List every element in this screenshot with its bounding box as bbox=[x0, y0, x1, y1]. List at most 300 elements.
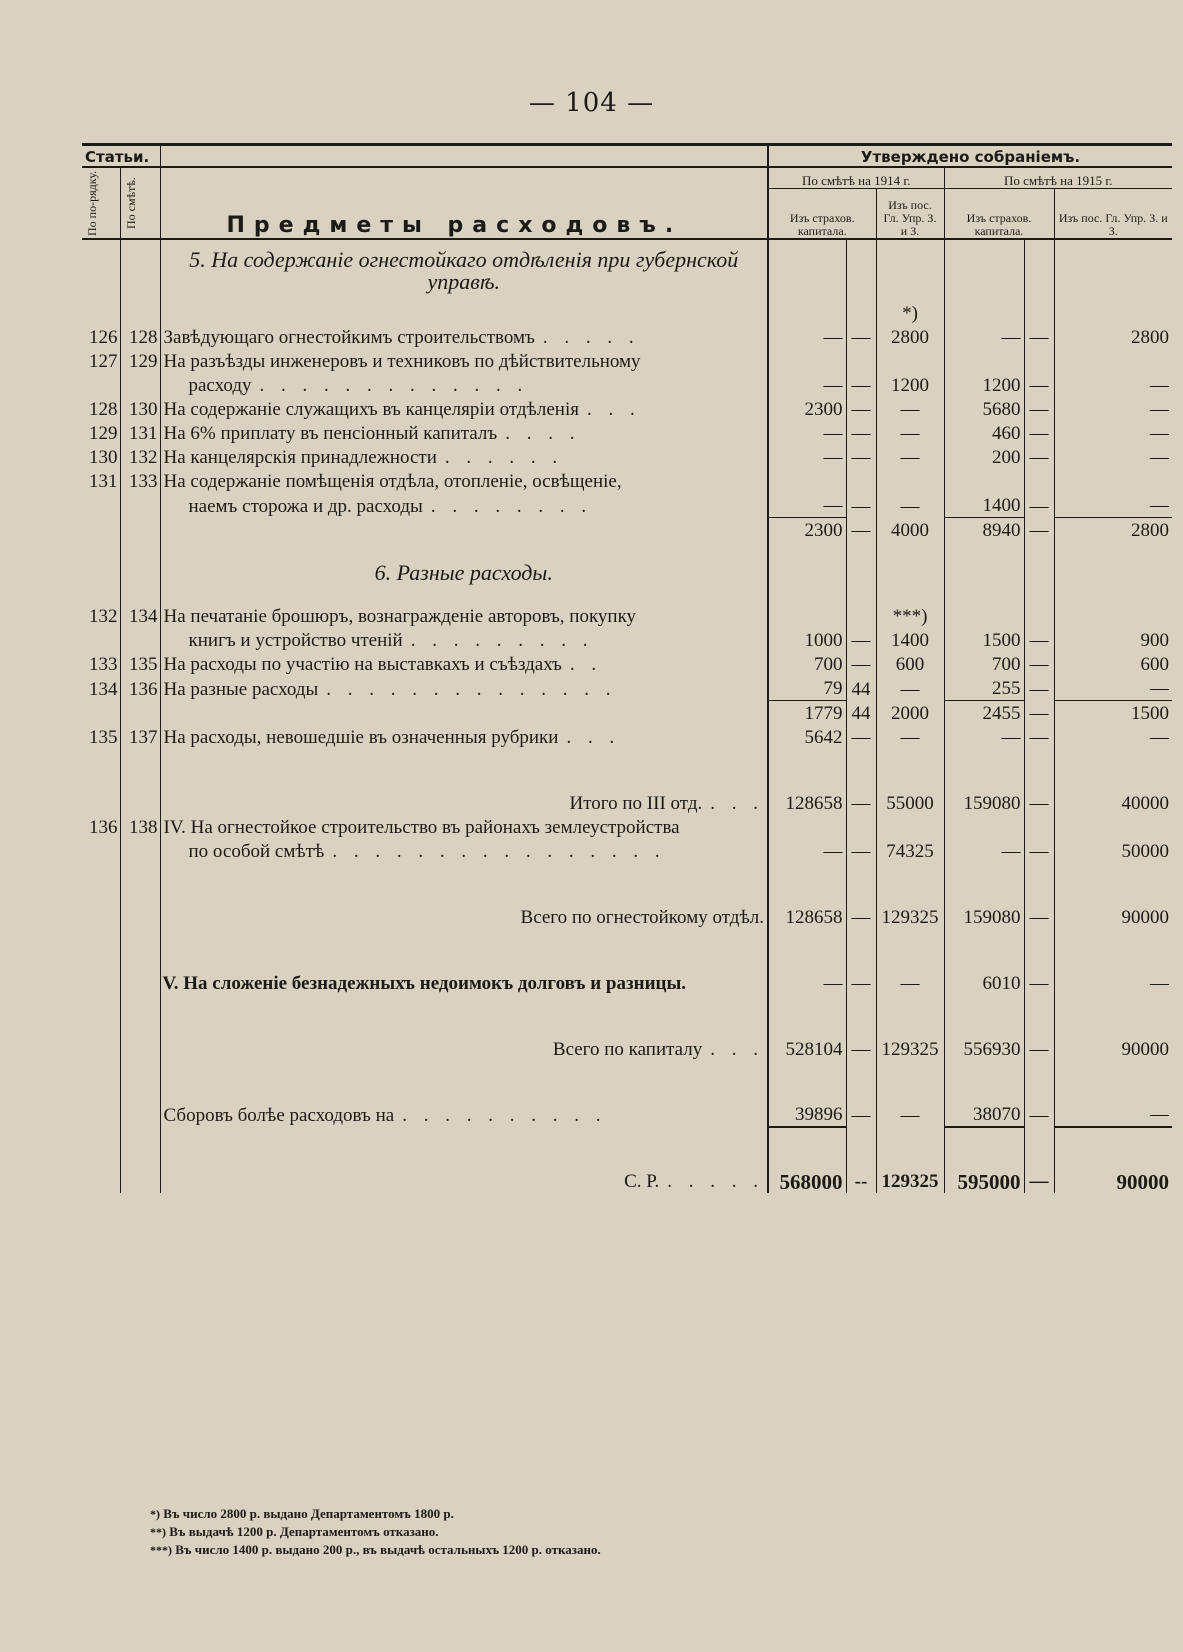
dot-leader: . . . bbox=[710, 793, 764, 814]
estimate-number: 128 bbox=[120, 325, 160, 349]
capital-1914-rubles bbox=[768, 604, 846, 628]
dot-leader: . . . . . . bbox=[444, 447, 564, 468]
capital-1914-header: Изъ страхов. капитала. bbox=[768, 189, 876, 240]
table-row bbox=[82, 604, 1172, 628]
item-description bbox=[160, 701, 768, 726]
dot-leader: . . . . . . . . bbox=[430, 495, 593, 517]
table-row bbox=[82, 421, 1172, 445]
capital-1915-kopecks: — bbox=[1024, 652, 1054, 676]
dot-leader: . . . . . . . . . . . . . . bbox=[326, 678, 617, 700]
capital-1914-kopecks: — bbox=[846, 839, 876, 863]
gu-1914-value: *) bbox=[876, 301, 944, 325]
capital-1915-kopecks bbox=[1024, 815, 1054, 839]
capital-1914-rubles: 5642 bbox=[768, 725, 846, 749]
capital-1914-kopecks bbox=[846, 815, 876, 839]
expense-table bbox=[82, 143, 1172, 1193]
gu-1914-value: — bbox=[876, 1061, 944, 1127]
gu-1914-value: 129325 bbox=[876, 1127, 944, 1193]
gu-1914-value: 129325 bbox=[876, 995, 944, 1061]
capital-1915-rubles bbox=[944, 815, 1024, 839]
capital-1914-kopecks: -- bbox=[846, 1127, 876, 1193]
capital-1915-rubles: 38070 bbox=[944, 1061, 1024, 1127]
item-description bbox=[160, 995, 768, 1061]
item-description bbox=[160, 676, 768, 701]
capital-1914-kopecks bbox=[846, 301, 876, 325]
articles-header: Статьи. bbox=[82, 145, 160, 168]
capital-1915-rubles: 1500 bbox=[944, 628, 1024, 652]
capital-1914-rubles: — bbox=[768, 421, 846, 445]
table-row bbox=[82, 445, 1172, 469]
capital-1915-kopecks: — bbox=[1024, 863, 1054, 929]
item-description bbox=[160, 929, 768, 995]
capital-1915-rubles: 700 bbox=[944, 652, 1024, 676]
gu-1915-value bbox=[1054, 469, 1172, 493]
capital-1914-rubles: 128658 bbox=[768, 863, 846, 929]
gu-1914-value: — bbox=[876, 493, 944, 518]
capital-1915-rubles bbox=[944, 301, 1024, 325]
gu-1914-value: ***) bbox=[876, 604, 944, 628]
gu-1915-value bbox=[1054, 604, 1172, 628]
order-number: 133 bbox=[89, 654, 118, 675]
capital-1914-rubles bbox=[768, 469, 846, 493]
table-row bbox=[82, 839, 1172, 863]
capital-1914-rubles bbox=[768, 301, 846, 325]
gu-1914-value: 2800 bbox=[876, 325, 944, 349]
capital-1915-kopecks bbox=[1024, 542, 1054, 604]
gu-1915-value: 600 bbox=[1054, 652, 1172, 676]
capital-1914-kopecks: — bbox=[846, 445, 876, 469]
table-row bbox=[82, 815, 1172, 839]
capital-1915-kopecks: — bbox=[1024, 701, 1054, 726]
capital-1914-rubles: 2300 bbox=[768, 397, 846, 421]
gu-1915-value: — bbox=[1054, 445, 1172, 469]
subject-spacer bbox=[160, 145, 768, 168]
order-number: 135 bbox=[89, 727, 118, 748]
capital-1915-kopecks bbox=[1024, 301, 1054, 325]
capital-1915-kopecks: — bbox=[1024, 676, 1054, 701]
capital-1914-kopecks: — bbox=[846, 493, 876, 518]
table-row bbox=[82, 628, 1172, 652]
item-description bbox=[160, 1061, 768, 1127]
gu-1914-value: — bbox=[876, 676, 944, 701]
gu-1914-header: Изъ пос. Гл. Упр. З. и З. bbox=[876, 189, 944, 240]
estimate-number: 132 bbox=[120, 445, 160, 469]
order-number bbox=[82, 863, 120, 929]
capital-1914-kopecks: — bbox=[846, 652, 876, 676]
item-description bbox=[160, 815, 768, 839]
gu-1915-value: — bbox=[1054, 1061, 1172, 1127]
order-number bbox=[82, 373, 120, 397]
gu-1915-value: — bbox=[1054, 421, 1172, 445]
capital-1915-rubles: 255 bbox=[944, 676, 1024, 701]
order-number bbox=[82, 628, 120, 652]
item-description bbox=[160, 239, 768, 301]
capital-1914-rubles: — bbox=[768, 445, 846, 469]
item-description bbox=[160, 373, 768, 397]
capital-1914-rubles: 1779 bbox=[768, 701, 846, 726]
estimate-number bbox=[120, 301, 160, 325]
capital-1914-rubles: 2300 bbox=[768, 518, 846, 543]
table-row bbox=[82, 676, 1172, 701]
estimate-number bbox=[120, 239, 160, 301]
footnotes bbox=[150, 1505, 601, 1559]
capital-1915-rubles: 159080 bbox=[944, 749, 1024, 815]
capital-1915-kopecks bbox=[1024, 349, 1054, 373]
capital-1915-rubles: 200 bbox=[944, 445, 1024, 469]
gu-1915-value: — bbox=[1054, 373, 1172, 397]
capital-1914-rubles: 79 bbox=[768, 676, 846, 701]
capital-1915-kopecks: — bbox=[1024, 749, 1054, 815]
capital-1914-kopecks: — bbox=[846, 725, 876, 749]
capital-1915-kopecks: — bbox=[1024, 493, 1054, 518]
capital-1914-rubles: 700 bbox=[768, 652, 846, 676]
estimate-number: 129 bbox=[120, 349, 160, 373]
order-number: 134 bbox=[89, 678, 118, 700]
capital-1915-rubles: 556930 bbox=[944, 995, 1024, 1061]
estimate-number bbox=[120, 929, 160, 995]
table-row bbox=[82, 493, 1172, 518]
item-description bbox=[160, 628, 768, 652]
item-text: На печатаніе брошюръ, вознагражденіе авторовъ, покупку bbox=[163, 606, 637, 627]
capital-1915-kopecks: — bbox=[1024, 397, 1054, 421]
capital-1914-rubles bbox=[768, 815, 846, 839]
table-row bbox=[82, 469, 1172, 493]
gu-1915-value: — bbox=[1054, 929, 1172, 995]
table-body bbox=[82, 239, 1172, 1193]
order-number bbox=[82, 929, 120, 995]
estimate-number: 130 bbox=[120, 397, 160, 421]
order-number bbox=[82, 1127, 120, 1193]
gu-1914-value: 2000 bbox=[876, 701, 944, 726]
estimate-number bbox=[120, 373, 160, 397]
capital-1915-rubles: 1200 bbox=[944, 373, 1024, 397]
page-number: — 104 — bbox=[528, 88, 655, 118]
table-row bbox=[82, 725, 1172, 749]
dot-leader: . . . bbox=[566, 727, 621, 748]
section-title: 6. Разные расходы. bbox=[374, 560, 553, 585]
capital-1915-kopecks: — bbox=[1024, 628, 1054, 652]
gu-1914-value: 129325 bbox=[876, 863, 944, 929]
dot-leader: . . . . . bbox=[542, 327, 640, 348]
section-title: 5. На содержаніе огнестойкаго отдѣленія при губернской управѣ. bbox=[189, 246, 739, 294]
capital-1914-rubles: — bbox=[768, 839, 846, 863]
table-row bbox=[82, 397, 1172, 421]
estimate-number: 138 bbox=[120, 815, 160, 839]
table-row bbox=[82, 929, 1172, 995]
item-text: книгъ и устройство чтеній bbox=[188, 630, 403, 651]
dot-leader: . . . . . . . . . bbox=[410, 630, 594, 651]
estimate-number bbox=[120, 839, 160, 863]
gu-1915-value: 50000 bbox=[1054, 839, 1172, 863]
estimate-number: 135 bbox=[120, 652, 160, 676]
item-description bbox=[160, 604, 768, 628]
capital-1914-rubles: 39896 bbox=[768, 1061, 846, 1127]
capital-1914-rubles: 1000 bbox=[768, 628, 846, 652]
gu-1914-value bbox=[876, 349, 944, 373]
capital-1915-kopecks: — bbox=[1024, 995, 1054, 1061]
estimate-1915-header: По смѣтѣ на 1915 г. bbox=[944, 167, 1172, 189]
capital-1915-kopecks: — bbox=[1024, 1127, 1054, 1193]
capital-1915-kopecks bbox=[1024, 604, 1054, 628]
capital-1915-kopecks: — bbox=[1024, 725, 1054, 749]
item-description bbox=[160, 542, 768, 604]
table-row bbox=[82, 652, 1172, 676]
item-description bbox=[160, 652, 768, 676]
approved-header: Утверждено собраніемъ. bbox=[768, 145, 1172, 168]
capital-1915-kopecks: — bbox=[1024, 518, 1054, 543]
item-text: V. На сложеніе безнадежныхъ недоимокъ долговъ и разницы. bbox=[162, 973, 687, 994]
item-text: На расходы по участію на выставкахъ и съѣздахъ bbox=[163, 654, 562, 675]
item-text: расходу bbox=[188, 375, 252, 396]
table-row bbox=[82, 349, 1172, 373]
gu-1915-value bbox=[1054, 301, 1172, 325]
capital-1915-kopecks: — bbox=[1024, 445, 1054, 469]
gu-1915-value: 2800 bbox=[1054, 518, 1172, 543]
item-text: Всего по капиталу bbox=[552, 1039, 703, 1060]
gu-1914-value: 1400 bbox=[876, 628, 944, 652]
capital-1915-rubles: 460 bbox=[944, 421, 1024, 445]
gu-1914-value bbox=[876, 469, 944, 493]
estimate-number: 133 bbox=[120, 469, 160, 493]
order-number bbox=[82, 518, 120, 543]
item-text: Итого по III отд. bbox=[569, 793, 703, 814]
capital-1914-kopecks: — bbox=[846, 373, 876, 397]
capital-1914-rubles bbox=[768, 239, 846, 301]
capital-1915-rubles: 595000 bbox=[944, 1127, 1024, 1193]
gu-1915-value bbox=[1054, 239, 1172, 301]
order-number bbox=[82, 493, 120, 518]
estimate-number: 131 bbox=[120, 421, 160, 445]
capital-1915-rubles: — bbox=[944, 325, 1024, 349]
capital-1914-kopecks: 44 bbox=[846, 676, 876, 701]
table-row bbox=[82, 995, 1172, 1061]
item-text: по особой смѣтѣ bbox=[188, 841, 325, 862]
capital-1914-kopecks: — bbox=[846, 325, 876, 349]
order-number bbox=[82, 1061, 120, 1127]
item-text: На 6% приплату въ пенсіонный капиталъ bbox=[163, 423, 498, 444]
capital-1915-rubles bbox=[944, 349, 1024, 373]
table-row bbox=[82, 701, 1172, 726]
capital-1915-rubles: 8940 bbox=[944, 518, 1024, 543]
item-text: наемъ сторожа и др. расходы bbox=[188, 495, 423, 517]
gu-1914-value bbox=[876, 542, 944, 604]
estimate-number bbox=[120, 1127, 160, 1193]
gu-1914-value: — bbox=[876, 445, 944, 469]
gu-1915-value: — bbox=[1054, 397, 1172, 421]
capital-1914-kopecks bbox=[846, 542, 876, 604]
item-description bbox=[160, 863, 768, 929]
footnote: **) Въ выдачѣ 1200 р. Департаментомъ отказано. bbox=[150, 1524, 439, 1539]
footnote: ***) Въ число 1400 р. выдано 200 р., въ выдачѣ остальныхъ 1200 р. отказано. bbox=[150, 1542, 601, 1557]
estimate-number bbox=[120, 1061, 160, 1127]
capital-1914-rubles bbox=[768, 349, 846, 373]
capital-1915-header: Изъ страхов. капитала. bbox=[944, 189, 1054, 240]
order-number bbox=[82, 542, 120, 604]
capital-1914-kopecks bbox=[846, 239, 876, 301]
capital-1915-kopecks: — bbox=[1024, 325, 1054, 349]
item-description bbox=[160, 749, 768, 815]
item-text: Сборовъ болѣе расходовъ на bbox=[163, 1105, 395, 1126]
capital-1915-kopecks: — bbox=[1024, 929, 1054, 995]
gu-1914-value: — bbox=[876, 421, 944, 445]
capital-1914-kopecks: — bbox=[846, 995, 876, 1061]
item-text: На содержаніе служащихъ въ канцеляріи отдѣленія bbox=[163, 399, 579, 420]
capital-1915-kopecks: — bbox=[1024, 1061, 1054, 1127]
capital-1914-kopecks: — bbox=[846, 421, 876, 445]
estimate-number bbox=[120, 863, 160, 929]
table-row bbox=[82, 749, 1172, 815]
item-description bbox=[160, 325, 768, 349]
gu-1914-value bbox=[876, 239, 944, 301]
capital-1915-rubles: — bbox=[944, 839, 1024, 863]
table-row bbox=[82, 1061, 1172, 1127]
gu-1914-value: 55000 bbox=[876, 749, 944, 815]
table-row bbox=[82, 325, 1172, 349]
dot-leader: . . . . . . . . . . . . . . . . bbox=[332, 841, 666, 862]
estimate-number: 134 bbox=[120, 604, 160, 628]
dot-leader: . . . . . . . . . . bbox=[402, 1105, 607, 1126]
estimate-number bbox=[120, 493, 160, 518]
estimate-1914-header: По смѣтѣ на 1914 г. bbox=[768, 167, 944, 189]
capital-1915-kopecks bbox=[1024, 469, 1054, 493]
gu-1915-value: — bbox=[1054, 493, 1172, 518]
table-row bbox=[82, 863, 1172, 929]
capital-1914-rubles: — bbox=[768, 493, 846, 518]
gu-1914-value: 4000 bbox=[876, 518, 944, 543]
capital-1915-rubles: 2455 bbox=[944, 701, 1024, 726]
capital-1914-kopecks bbox=[846, 604, 876, 628]
capital-1915-rubles bbox=[944, 469, 1024, 493]
capital-1914-rubles: 128658 bbox=[768, 749, 846, 815]
capital-1915-rubles: 5680 bbox=[944, 397, 1024, 421]
table-row bbox=[82, 239, 1172, 301]
gu-1915-value: 2800 bbox=[1054, 325, 1172, 349]
capital-1915-kopecks: — bbox=[1024, 421, 1054, 445]
table-row bbox=[82, 1127, 1172, 1193]
gu-1915-value: 900 bbox=[1054, 628, 1172, 652]
footnote: *) Въ число 2800 р. выдано Департаментомъ 1800 р. bbox=[150, 1506, 454, 1521]
capital-1914-kopecks: — bbox=[846, 397, 876, 421]
capital-1914-rubles: 568000 bbox=[768, 1127, 846, 1193]
item-text: С. Р. bbox=[624, 1171, 660, 1192]
gu-1914-value: 600 bbox=[876, 652, 944, 676]
order-number bbox=[82, 995, 120, 1061]
item-description bbox=[160, 397, 768, 421]
gu-1915-value: 1500 bbox=[1054, 701, 1172, 726]
capital-1914-kopecks: — bbox=[846, 628, 876, 652]
item-text: На расходы, невошедшіе въ означенныя рубрики bbox=[163, 727, 559, 748]
gu-1915-value: 40000 bbox=[1054, 749, 1172, 815]
capital-1915-rubles: 6010 bbox=[944, 929, 1024, 995]
table-row bbox=[82, 301, 1172, 325]
item-description bbox=[160, 1127, 768, 1193]
item-text: На разные расходы bbox=[163, 678, 319, 700]
gu-1914-value bbox=[876, 815, 944, 839]
order-number: 131 bbox=[89, 471, 118, 492]
item-description bbox=[160, 421, 768, 445]
order-number: 130 bbox=[89, 447, 118, 468]
capital-1915-rubles bbox=[944, 542, 1024, 604]
capital-1914-kopecks: — bbox=[846, 863, 876, 929]
item-text: Всего по огнестойкому отдѣл. bbox=[520, 907, 764, 928]
estimate-number bbox=[120, 995, 160, 1061]
item-description bbox=[160, 839, 768, 863]
order-number: 129 bbox=[89, 423, 118, 444]
order-number: 136 bbox=[89, 817, 118, 838]
dot-leader: . . . . bbox=[505, 423, 581, 444]
order-column-header: По по-рядку. bbox=[82, 167, 120, 239]
item-description bbox=[160, 349, 768, 373]
gu-1914-value: 74325 bbox=[876, 839, 944, 863]
capital-1915-rubles: 159080 bbox=[944, 863, 1024, 929]
dot-leader: . . bbox=[569, 654, 603, 675]
item-description bbox=[160, 725, 768, 749]
capital-1914-kopecks bbox=[846, 349, 876, 373]
gu-1915-value bbox=[1054, 542, 1172, 604]
order-number bbox=[82, 701, 120, 726]
gu-1914-value: — bbox=[876, 397, 944, 421]
item-description bbox=[160, 469, 768, 493]
capital-1915-kopecks: — bbox=[1024, 373, 1054, 397]
dot-leader: . . . bbox=[586, 399, 641, 420]
gu-1914-value: — bbox=[876, 725, 944, 749]
capital-1914-rubles: — bbox=[768, 373, 846, 397]
item-text: На канцелярскія принадлежности bbox=[163, 447, 437, 468]
estimate-number: 136 bbox=[120, 676, 160, 701]
dot-leader: . . . . . . . . . . . . . bbox=[259, 375, 529, 396]
capital-1914-kopecks: — bbox=[846, 749, 876, 815]
capital-1914-kopecks: — bbox=[846, 518, 876, 543]
order-number: 127 bbox=[89, 351, 118, 372]
capital-1914-rubles: 528104 bbox=[768, 995, 846, 1061]
item-text: На содержаніе помѣщенія отдѣла, отопленіе, освѣщеніе, bbox=[163, 471, 622, 492]
estimate-column-header: По смѣтѣ. bbox=[120, 167, 160, 239]
dot-leader: . . . bbox=[710, 1039, 764, 1060]
item-description bbox=[160, 493, 768, 518]
capital-1914-kopecks: — bbox=[846, 929, 876, 995]
estimate-number bbox=[120, 542, 160, 604]
capital-1914-kopecks: 44 bbox=[846, 701, 876, 726]
item-text: Завѣдующаго огнестойкимъ строительствомъ bbox=[163, 327, 535, 348]
capital-1914-kopecks bbox=[846, 469, 876, 493]
order-number: 126 bbox=[89, 327, 118, 348]
gu-1915-value: — bbox=[1054, 676, 1172, 701]
dot-leader: . . . . . bbox=[667, 1171, 764, 1192]
estimate-number bbox=[120, 749, 160, 815]
capital-1915-rubles bbox=[944, 604, 1024, 628]
gu-1915-header: Изъ пос. Гл. Упр. З. и З. bbox=[1054, 189, 1172, 240]
capital-1914-rubles: — bbox=[768, 325, 846, 349]
item-description bbox=[160, 445, 768, 469]
gu-1914-value: — bbox=[876, 929, 944, 995]
item-description bbox=[160, 518, 768, 543]
gu-1915-value: 90000 bbox=[1054, 995, 1172, 1061]
order-number bbox=[82, 239, 120, 301]
item-text: IV. На огнестойкое строительство въ районахъ землеустройства bbox=[163, 817, 680, 838]
capital-1915-rubles bbox=[944, 239, 1024, 301]
order-number bbox=[82, 749, 120, 815]
gu-1915-value bbox=[1054, 815, 1172, 839]
capital-1915-rubles: 1400 bbox=[944, 493, 1024, 518]
estimate-number: 137 bbox=[120, 725, 160, 749]
table-header bbox=[82, 145, 1172, 240]
expense-table-container bbox=[82, 143, 1172, 1193]
capital-1914-rubles: — bbox=[768, 929, 846, 995]
table-row bbox=[82, 373, 1172, 397]
capital-1914-rubles bbox=[768, 542, 846, 604]
capital-1914-kopecks: — bbox=[846, 1061, 876, 1127]
estimate-number bbox=[120, 518, 160, 543]
